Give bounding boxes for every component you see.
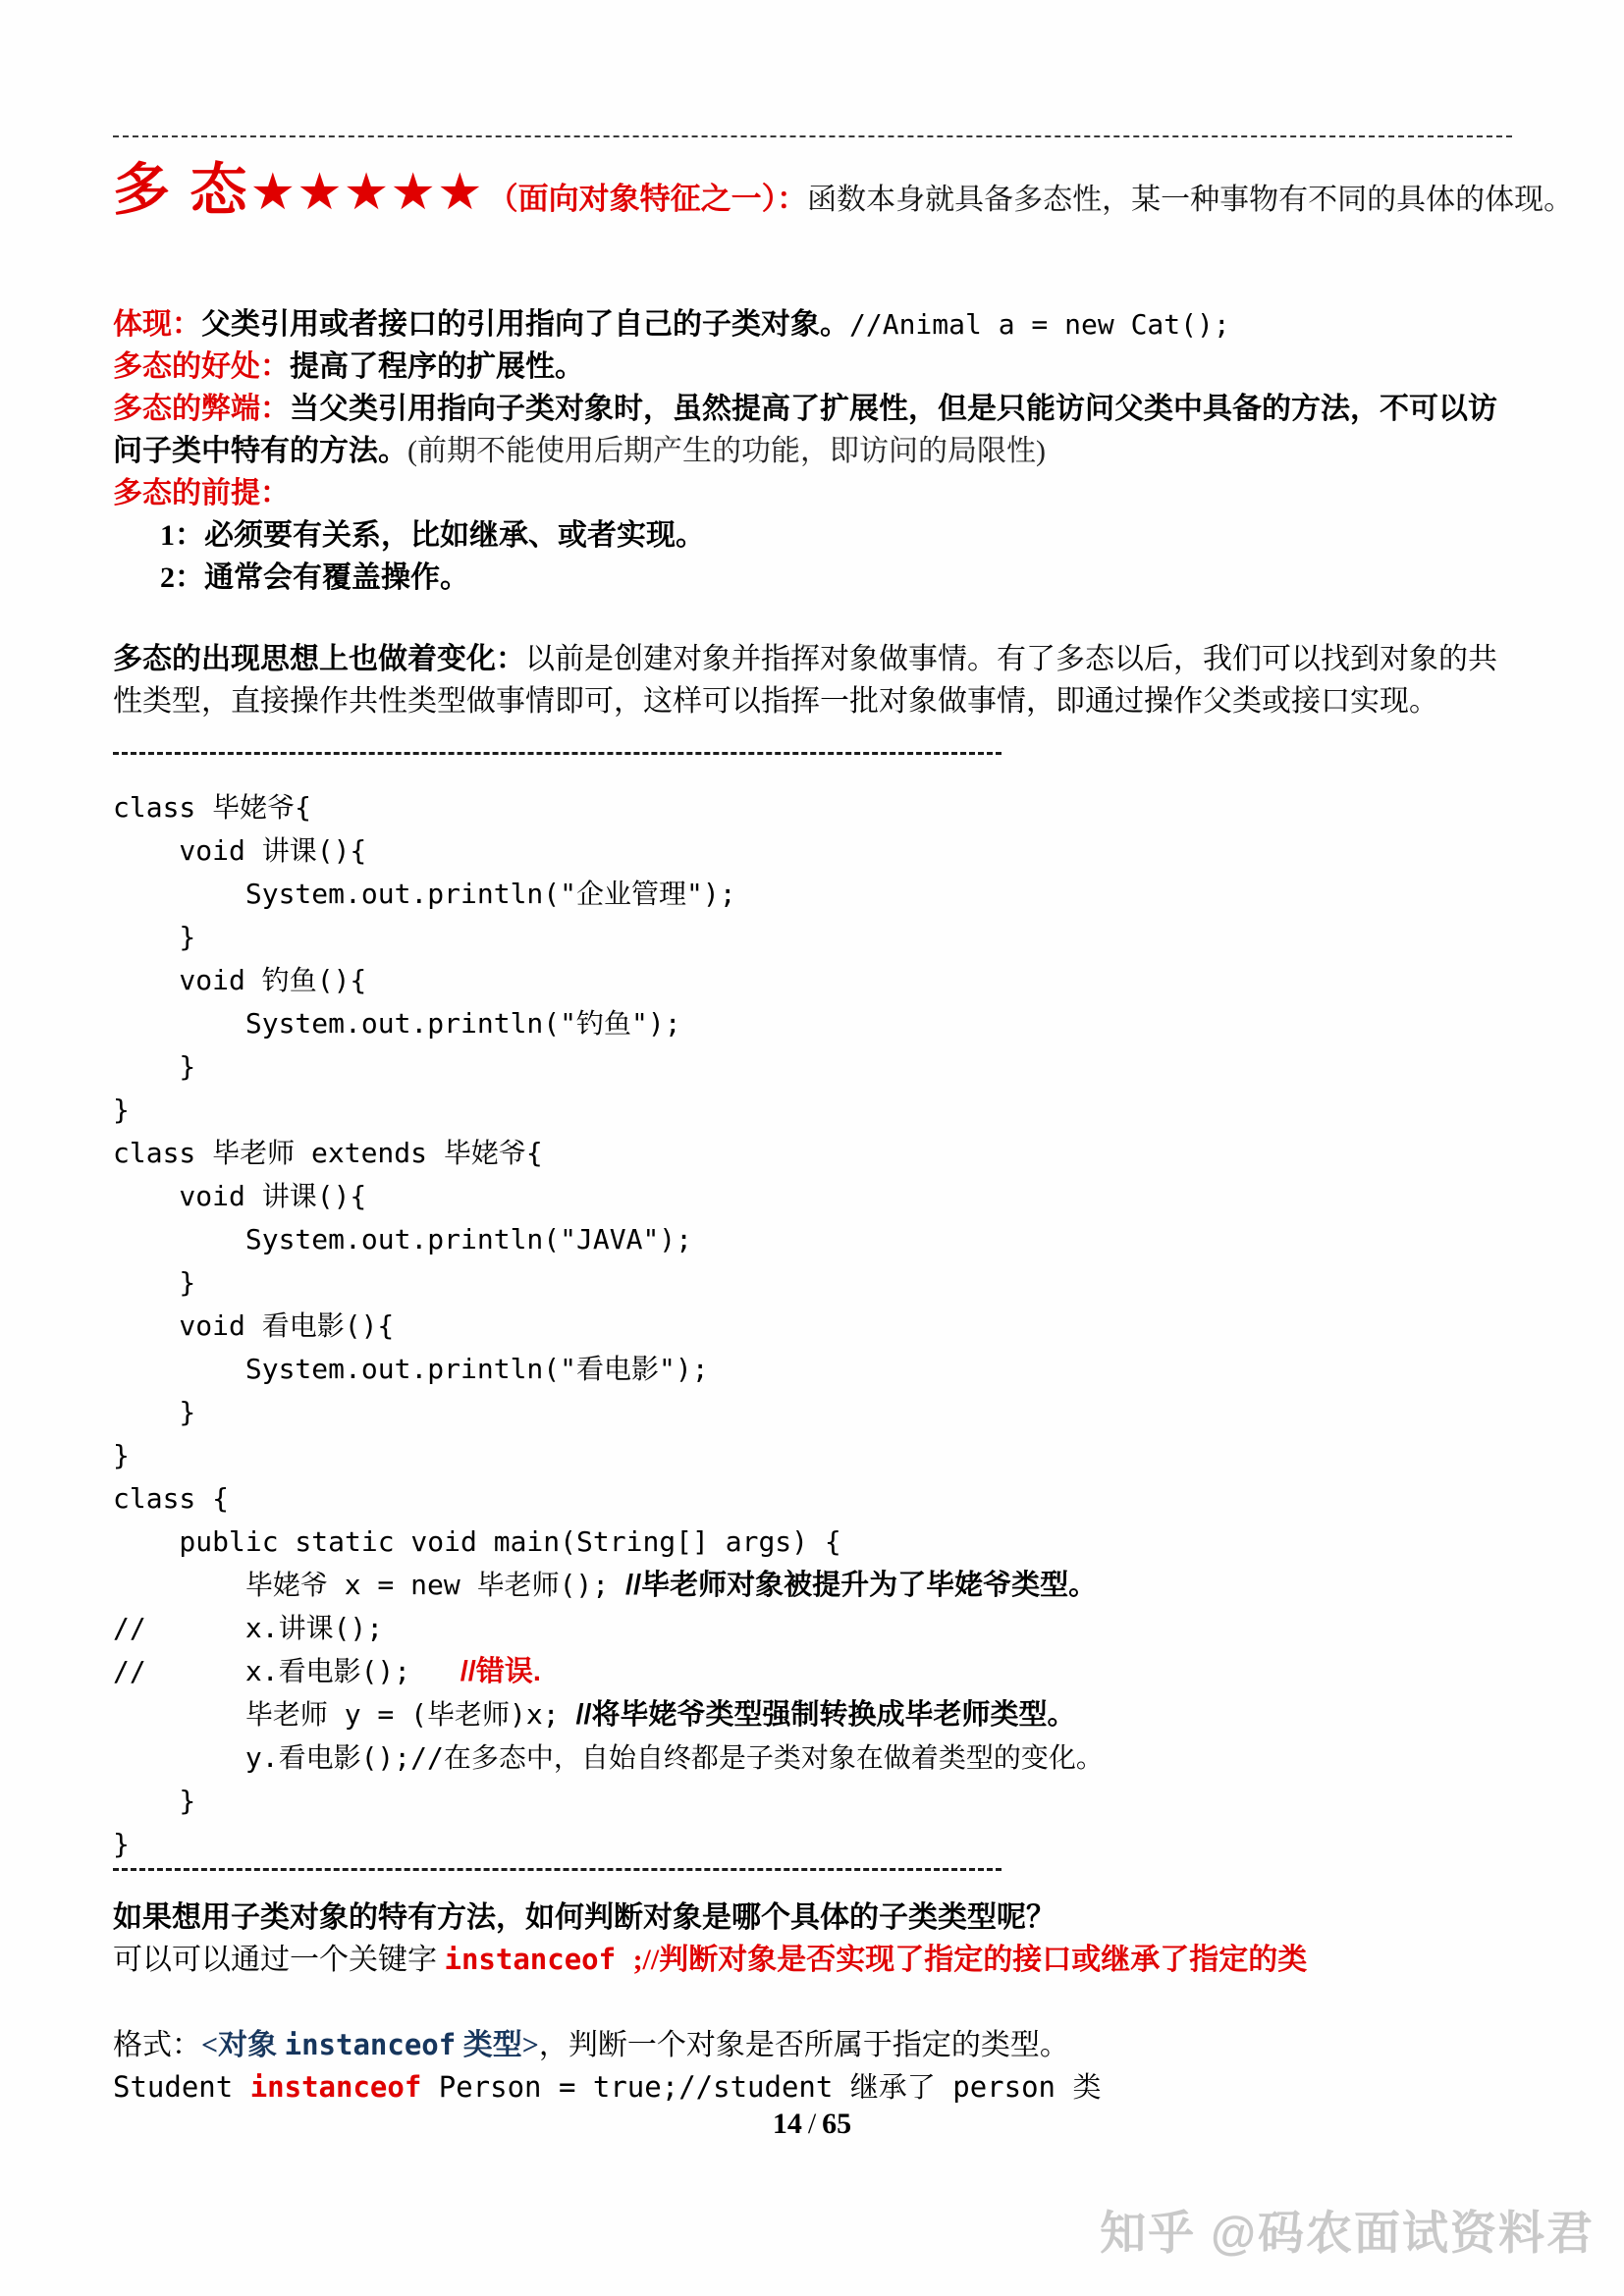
- code-line: class 毕老师 extends 毕姥爷{: [113, 1137, 543, 1169]
- code-line: }: [113, 921, 196, 953]
- code-line: // x.看电影(); //错误.: [113, 1655, 541, 1687]
- code-line: y.看电影();//在多态中，自始自终都是子类对象在做着类型的变化。: [113, 1741, 1104, 1774]
- question-section: [113, 1896, 1512, 1981]
- title-tag: （面向对象特征之一）：: [487, 182, 808, 216]
- example-post: Person = true;//student 继承了 person 类: [421, 2070, 1102, 2104]
- format-label: 格式：: [113, 2029, 201, 2061]
- page-content: [113, 0, 1574, 2109]
- code-line: void 讲课(){: [113, 834, 367, 867]
- code-line: public static void main(String[] args) {: [113, 1525, 841, 1558]
- student-example-line: [113, 2066, 1512, 2109]
- tixian-label: 体现：: [113, 308, 201, 341]
- thought-text: 以前是创建对象并指挥对象做事情。有了多态以后，我们可以找到对象的共性类型，直接操作共性类型做事情即可，这样可以指挥一批对象做事情，即通过操作父类或接口实现。: [113, 643, 1497, 718]
- code-line: }: [113, 1439, 130, 1471]
- page-number-total: 65: [822, 2108, 852, 2140]
- biduan-line: [113, 388, 1512, 472]
- code-line: }: [113, 1094, 130, 1126]
- code-line: System.out.println("JAVA");: [113, 1223, 693, 1255]
- premise-1: 1：必须要有关系，比如继承、或者实现。: [160, 519, 705, 552]
- code-line: }: [113, 1828, 130, 1860]
- tixian-line: [113, 303, 1512, 346]
- pattern-keyword: instanceof: [284, 2028, 457, 2061]
- separator-mid-1: [113, 752, 1001, 755]
- example-instanceof: instanceof: [249, 2070, 422, 2104]
- code-line: void 看电影(){: [113, 1309, 395, 1342]
- code-line: 毕姥爷 x = new 毕老师(); //毕老师对象被提升为了毕姥爷类型。: [113, 1569, 1098, 1601]
- page-number-current: 14: [772, 2108, 802, 2140]
- code-line: }: [113, 1266, 196, 1299]
- premise-2: 2：通常会有覆盖操作。: [160, 561, 469, 594]
- answer-prefix: 可以可以通过一个关键字: [113, 1944, 445, 1976]
- title-text: 多 态: [113, 158, 250, 222]
- haochu-line: [113, 346, 1512, 388]
- code-line: System.out.println("看电影");: [113, 1353, 709, 1385]
- code-line: 毕老师 y = (毕老师)x; //将毕姥爷类型强制转换成毕老师类型。: [113, 1698, 1076, 1731]
- biduan-label: 多态的弊端：: [113, 393, 290, 425]
- instanceof-keyword: instanceof: [444, 1943, 633, 1976]
- code-line: System.out.println("钓鱼");: [113, 1007, 681, 1040]
- title-description: 函数本身就具备多态性，某一种事物有不同的具体的体现。: [807, 184, 1574, 216]
- separator-mid-2: [113, 1868, 1001, 1871]
- watermark: 知乎 @码农面试资料君: [1100, 2207, 1595, 2259]
- format-line: [113, 2024, 1512, 2066]
- qianti-line: [113, 472, 1512, 514]
- pattern-open: <对象: [201, 2029, 285, 2061]
- format-pattern: [201, 2029, 539, 2061]
- code-line: class {: [113, 1482, 230, 1515]
- code-line: System.out.println("企业管理");: [113, 878, 736, 910]
- answer-comment: ;//判断对象是否实现了指定的接口或继承了指定的类: [632, 1944, 1308, 1976]
- format-rest: ，判断一个对象是否所属于指定的类型。: [538, 2029, 1069, 2061]
- tixian-text: 父类引用或者接口的引用指向了自己的子类对象。: [201, 308, 849, 341]
- pattern-close: 类型>: [456, 2029, 539, 2061]
- page-number: [0, 2108, 1624, 2141]
- code-line: void 钓鱼(){: [113, 964, 367, 996]
- haochu-text: 提高了程序的扩展性。: [290, 350, 584, 383]
- haochu-label: 多态的好处：: [113, 350, 290, 383]
- biduan-text: 当父类引用指向子类对象时，虽然提高了扩展性，但是只能访问父类中具备的方法，不可以访问子类中特有的方法。: [113, 393, 1497, 467]
- example-pre: Student: [113, 2070, 250, 2104]
- answer-line: [113, 1939, 1512, 1981]
- thought-label: 多态的出现思想上也做着变化：: [113, 643, 525, 675]
- code-line: void 讲课(){: [113, 1180, 367, 1212]
- biduan-note: (前期不能使用后期产生的功能，即访问的局限性): [407, 435, 1046, 467]
- intro-section: [113, 303, 1512, 599]
- qianti-label: 多态的前提：: [113, 477, 290, 509]
- tixian-code: //Animal a = new Cat();: [849, 308, 1230, 341]
- page-title: [113, 155, 1574, 240]
- title-stars: ★★★★★: [249, 165, 484, 221]
- code-line: }: [113, 1050, 196, 1083]
- format-section: [113, 2024, 1512, 2109]
- code-line: class 毕姥爷{: [113, 791, 312, 824]
- code-block: [113, 786, 1512, 1866]
- thought-paragraph: [113, 638, 1512, 722]
- code-line: }: [113, 1396, 196, 1428]
- page-number-slash: /: [807, 2108, 817, 2140]
- question-line: 如果想用子类对象的特有方法，如何判断对象是哪个具体的子类类型呢？: [113, 1901, 1056, 1934]
- code-line: // x.讲课();: [113, 1612, 384, 1644]
- code-line: }: [113, 1785, 196, 1817]
- separator-top: [113, 135, 1512, 137]
